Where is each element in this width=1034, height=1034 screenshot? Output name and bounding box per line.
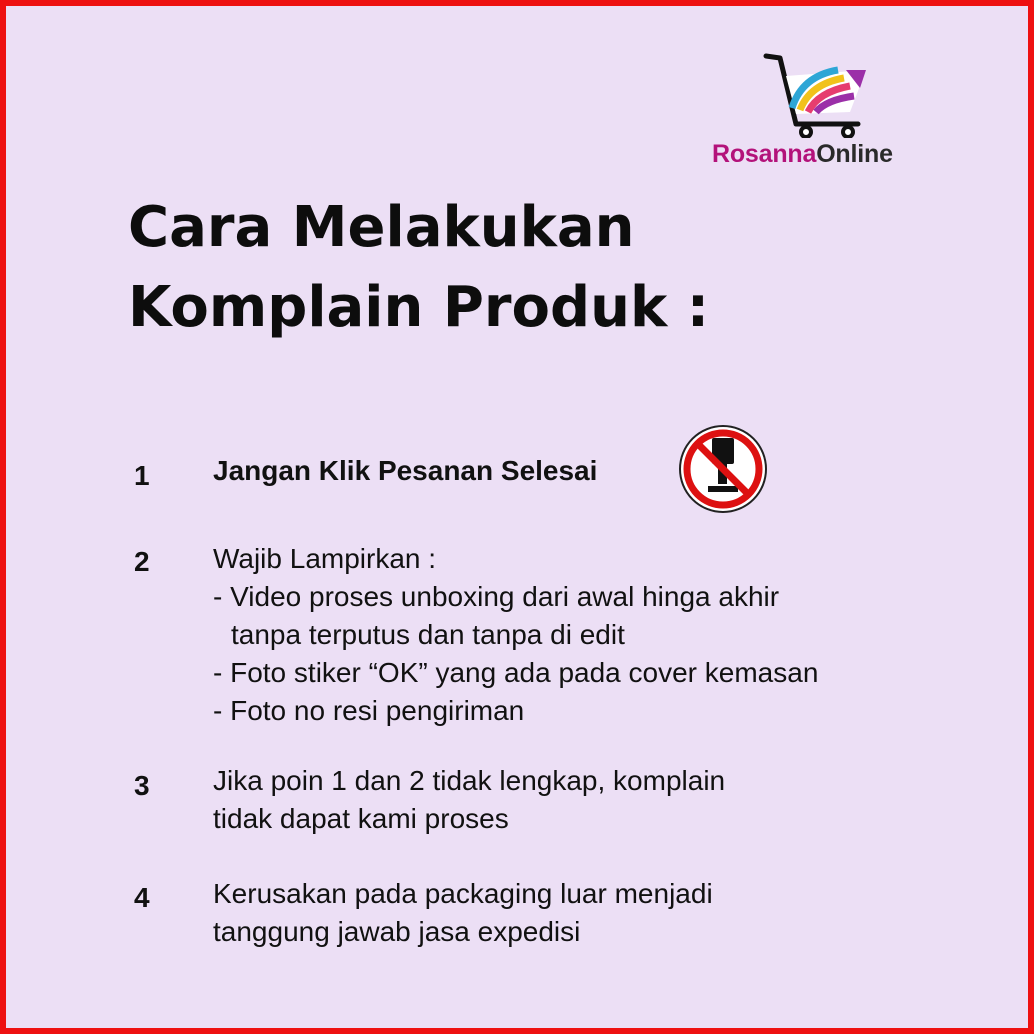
step-1-number: 1 [134, 460, 150, 491]
step-2-number: 2 [134, 546, 150, 577]
step-3-number: 3 [134, 770, 150, 801]
step-3-line-1: Jika poin 1 dan 2 tidak lengkap, komplain [213, 765, 726, 796]
step-1-line-1: Jangan Klik Pesanan Selesai [213, 455, 598, 486]
brand-name [712, 140, 893, 169]
page-title-line1: Cara Melakukan [128, 195, 635, 260]
step-4-text [213, 875, 713, 951]
step-2-text [213, 540, 818, 730]
step-2-line-5: - Foto no resi pengiriman [213, 695, 525, 726]
step-1-text [213, 452, 597, 490]
step-2-line-2: - Video proses unboxing dari awal hinga akhir [213, 581, 780, 612]
brand-name-part2: Online [816, 140, 893, 168]
shopping-cart-icon [762, 48, 872, 138]
step-4-number: 4 [134, 882, 150, 913]
step-4-line-2: tanggung jawab jasa expedisi [213, 916, 581, 947]
step-2-line-3: tanpa terputus dan tanpa di edit [231, 619, 625, 650]
step-2-line-4: - Foto stiker “OK” yang ada pada cover kemasan [213, 657, 819, 688]
brand-logo [706, 46, 936, 176]
brand-name-part1: Rosanna [712, 140, 817, 168]
page-title-line2: Komplain Produk : [128, 275, 710, 340]
page-title [128, 188, 709, 348]
step-2-line-1: Wajib Lampirkan : [213, 543, 437, 574]
step-4-line-1: Kerusakan pada packaging luar menjadi [213, 878, 713, 909]
step-3-text [213, 762, 725, 838]
no-click-icon [678, 424, 768, 514]
step-3-line-2: tidak dapat kami proses [213, 803, 509, 834]
